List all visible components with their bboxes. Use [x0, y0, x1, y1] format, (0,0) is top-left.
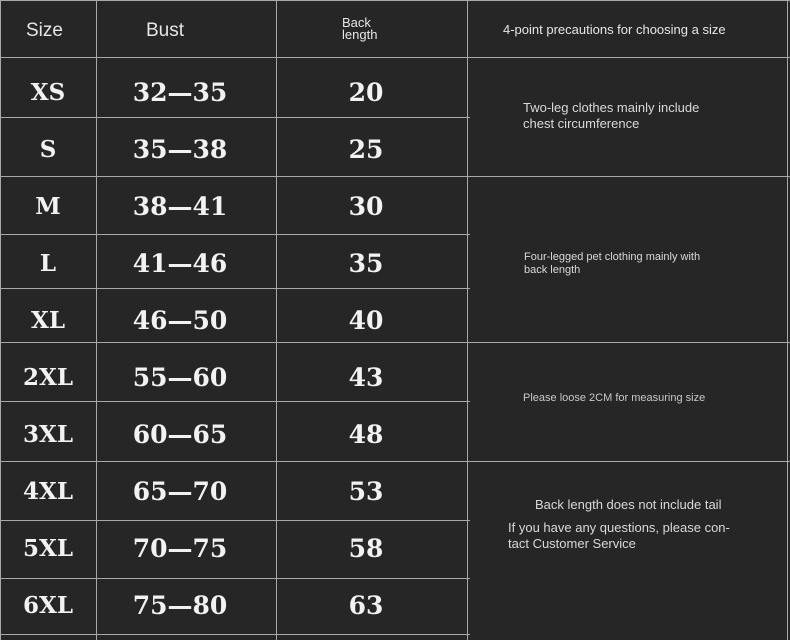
back-length-cell: 53 [348, 476, 384, 506]
bust-header: Bust [146, 20, 185, 41]
size-cell: 6XL [22, 591, 74, 619]
bust-cell: 55—60 [132, 362, 228, 392]
back-length-cell: 63 [348, 590, 384, 620]
note-contact-line2: tact Customer Service [508, 535, 636, 551]
note-contact [508, 520, 730, 551]
column-divider [787, 0, 788, 640]
header-top-line [0, 0, 790, 1]
size-cell: 5XL [22, 534, 74, 562]
size-cell: XS [30, 78, 66, 106]
note-loose: Please loose 2CM for measuring size [523, 392, 706, 404]
back-length-cell: 58 [348, 533, 384, 563]
bust-cell: 41—46 [132, 248, 228, 278]
size-cell: 4XL [22, 477, 74, 505]
bust-cell: 46—50 [132, 305, 228, 335]
bust-cell: 75—80 [132, 590, 228, 620]
back-length-cell: 20 [348, 77, 384, 107]
size-cell: M [35, 192, 61, 220]
note-four-leg-line2: back length [524, 264, 581, 277]
size-cell: S [39, 135, 57, 163]
back-length-cell: 30 [348, 191, 384, 221]
back-length-cell: 35 [348, 248, 384, 278]
note-two-leg-line2: chest circumference [523, 115, 640, 131]
bust-cell: 38—41 [132, 191, 228, 221]
note-four-leg [524, 251, 700, 277]
note-two-leg-line1: Two-leg clothes mainly include [523, 100, 700, 115]
note-two-leg [523, 100, 699, 131]
size-cell: L [39, 249, 57, 277]
back-length-cell: 48 [348, 419, 384, 449]
note-four-leg-line1: Four-legged pet clothing mainly with [524, 251, 701, 263]
bust-cell: 70—75 [132, 533, 228, 563]
note-tail: Back length does not include tail [535, 497, 722, 512]
size-cell: 2XL [22, 363, 74, 391]
note-contact-line1: If you have any questions, please con- [508, 520, 730, 535]
back-length-cell: 25 [348, 134, 384, 164]
bust-cell: 32—35 [132, 77, 228, 107]
back-length-header-line1: Back [342, 15, 371, 30]
back-length-header [342, 17, 377, 41]
header-bottom-line [0, 57, 790, 58]
back-length-header-line2: length [342, 27, 378, 42]
back-length-cell: 43 [348, 362, 384, 392]
size-cell: 3XL [22, 420, 74, 448]
back-length-cell: 40 [348, 305, 384, 335]
bust-cell: 65—70 [132, 476, 228, 506]
precautions-header: 4-point precautions for choosing a size [503, 22, 726, 37]
size-cell: XL [30, 306, 66, 334]
bust-cell: 60—65 [132, 419, 228, 449]
column-divider [467, 0, 468, 640]
bust-cell: 35—38 [132, 134, 228, 164]
size-header: Size [26, 20, 63, 41]
